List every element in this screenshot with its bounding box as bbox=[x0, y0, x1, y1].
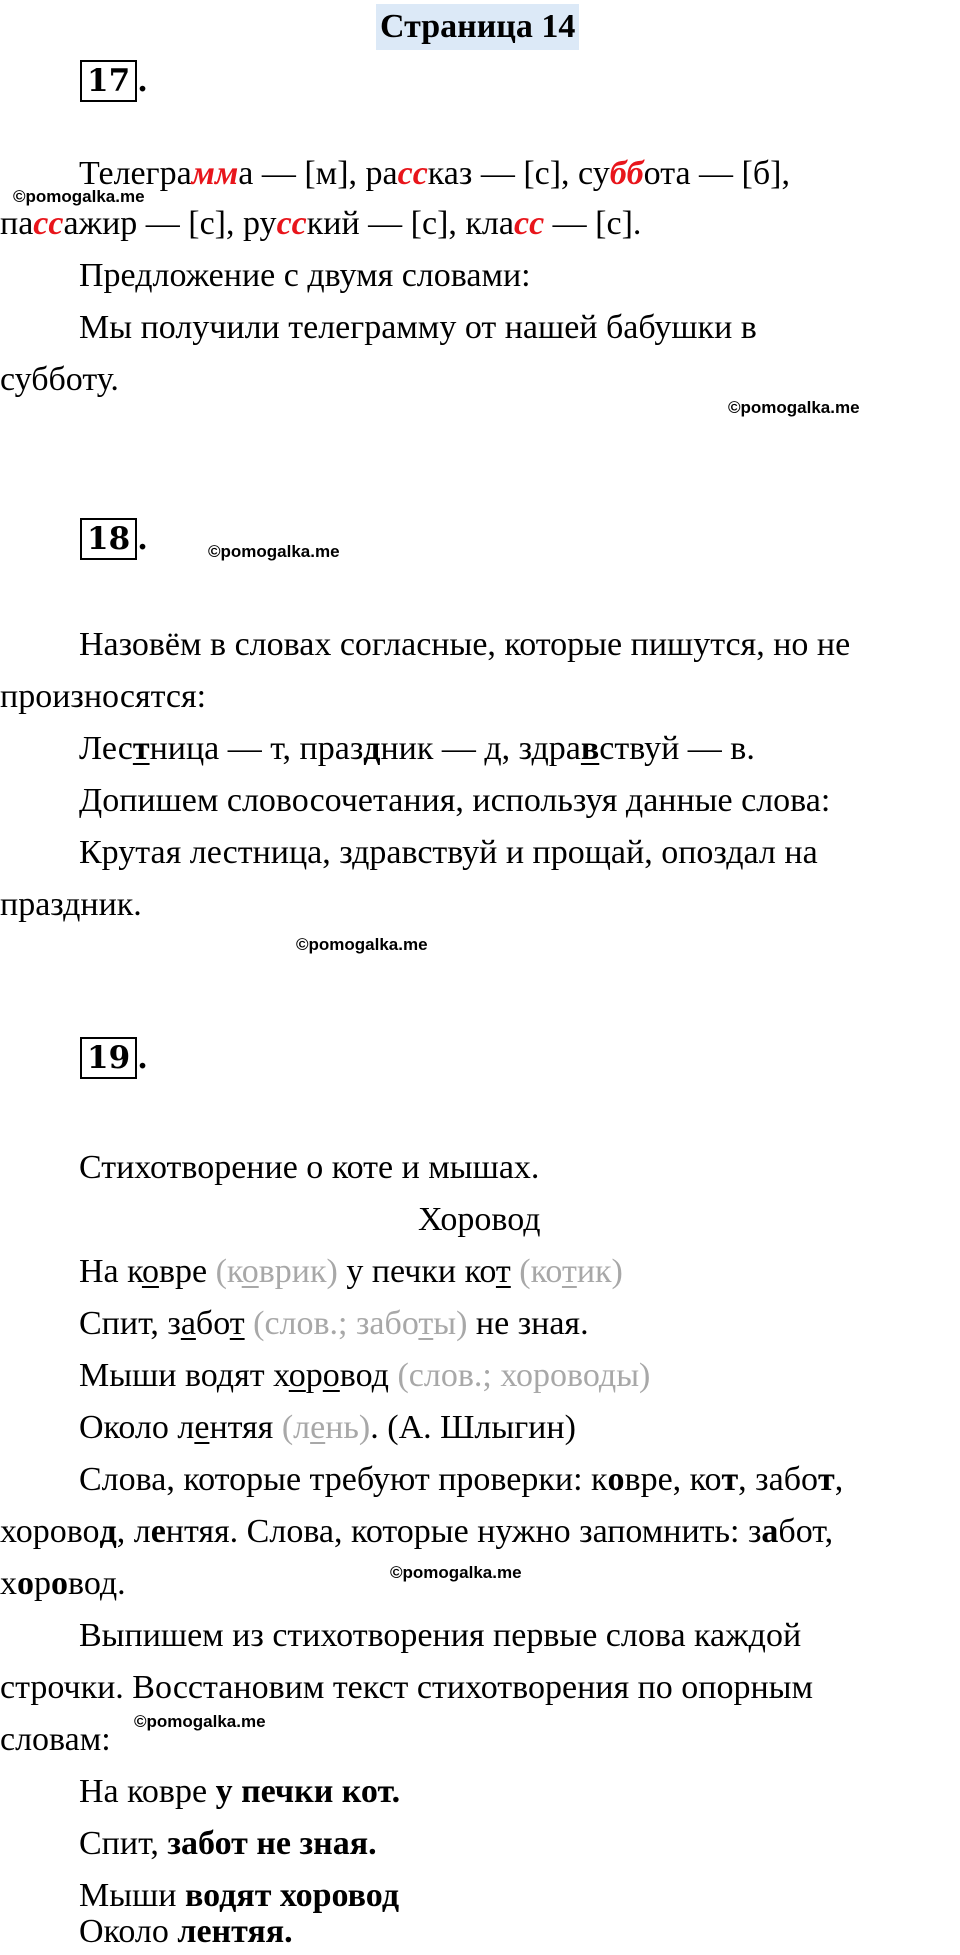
restored-line-1: На ковре у печки кот. bbox=[79, 1773, 401, 1810]
task19-words-line-3: хоровод. bbox=[0, 1565, 126, 1602]
watermark: ©pomogalka.me bbox=[208, 542, 340, 561]
watermark: ©pomogalka.me bbox=[296, 935, 428, 954]
task19-words-line-2: хоровод, лентяя. Слова, которые нужно запомнить: забот, bbox=[0, 1513, 834, 1550]
highlight-letters: сс bbox=[397, 155, 428, 192]
task-number-dot: . bbox=[137, 63, 148, 99]
poem-title: Хоровод bbox=[418, 1201, 541, 1238]
task17-line-2: пассажир — [с], русский — [с], класс — [с]. bbox=[0, 205, 642, 242]
task18-line-2: произносятся: bbox=[0, 678, 207, 715]
task-number-17 bbox=[80, 60, 148, 102]
check-word: (коврик) bbox=[215, 1253, 338, 1290]
check-word: (слов.; заботы) bbox=[253, 1305, 468, 1342]
highlight-letters: сс bbox=[276, 205, 307, 242]
task18-line-4: Допишем словосочетания, используя данные слова: bbox=[79, 782, 831, 819]
restored-line-2: Спит, забот не зная. bbox=[79, 1825, 377, 1862]
task19-intro: Стихотворение о коте и мышах. bbox=[79, 1149, 540, 1186]
check-word: (лень) bbox=[281, 1409, 371, 1446]
task-number-dot: . bbox=[137, 1040, 148, 1076]
task-number-18 bbox=[80, 518, 148, 560]
silent-consonant: д bbox=[363, 730, 381, 767]
watermark: ©pomogalka.me bbox=[728, 398, 860, 417]
task17-line-4: Мы получили телеграмму от нашей бабушки в bbox=[79, 309, 757, 346]
task19-text-line-2: строчки. Восстановим текст стихотворения по опорным bbox=[0, 1669, 814, 1706]
restored-line-3: Мыши водят хоровод bbox=[79, 1877, 400, 1914]
restored-line-4: Около лентяя. bbox=[79, 1913, 293, 1950]
watermark: ©pomogalka.me bbox=[13, 187, 145, 206]
task18-line-3: Лестница — т, праздник — д, здравствуй — в. bbox=[79, 730, 755, 767]
task-number-dot: . bbox=[137, 521, 148, 557]
watermark: ©pomogalka.me bbox=[134, 1712, 266, 1731]
task17-line-5: субботу. bbox=[0, 361, 119, 398]
poem-line-1: На ковре (коврик) у печки кот (котик) bbox=[79, 1253, 623, 1290]
check-word: (слов.; хороводы) bbox=[397, 1357, 651, 1394]
check-word: (котик) bbox=[519, 1253, 623, 1290]
task-number-box: 17 bbox=[80, 60, 137, 102]
page-title: Страница 14 bbox=[376, 4, 579, 50]
task-number-box: 18 bbox=[80, 518, 137, 560]
watermark: ©pomogalka.me bbox=[390, 1563, 522, 1582]
task17-line-3: Предложение с двумя словами: bbox=[79, 257, 531, 294]
highlight-letters: сс bbox=[33, 205, 64, 242]
poem-line-3: Мыши водят хоровод (слов.; хороводы) bbox=[79, 1357, 651, 1394]
task19-text-line-3: словам: bbox=[0, 1721, 111, 1758]
task17-line-1: Телеграмма — [м], рассказ — [с], суббота — [б], bbox=[79, 155, 790, 192]
task19-text-line-1: Выпишем из стихотворения первые слова каждой bbox=[79, 1617, 802, 1654]
poem-line-4: Около лентяя (лень). (А. Шлыгин) bbox=[79, 1409, 576, 1446]
highlight-letters: сс bbox=[513, 205, 545, 242]
highlight-letters: бб bbox=[609, 155, 644, 192]
task18-line-6: праздник. bbox=[0, 886, 142, 923]
highlight-letters: мм bbox=[191, 155, 239, 192]
task-number-19 bbox=[80, 1037, 148, 1079]
task-number-box: 19 bbox=[80, 1037, 137, 1079]
poem-line-2: Спит, забот (слов.; заботы) не зная. bbox=[79, 1305, 589, 1342]
task18-line-1: Назовём в словах согласные, которые пишутся, но не bbox=[79, 626, 851, 663]
silent-consonant: т bbox=[132, 730, 150, 767]
silent-consonant: в bbox=[580, 730, 600, 767]
task18-line-5: Крутая лестница, здравствуй и прощай, опоздал на bbox=[79, 834, 818, 871]
task19-words-line-1: Слова, которые требуют проверки: ковре, кот, забот, bbox=[79, 1461, 844, 1498]
